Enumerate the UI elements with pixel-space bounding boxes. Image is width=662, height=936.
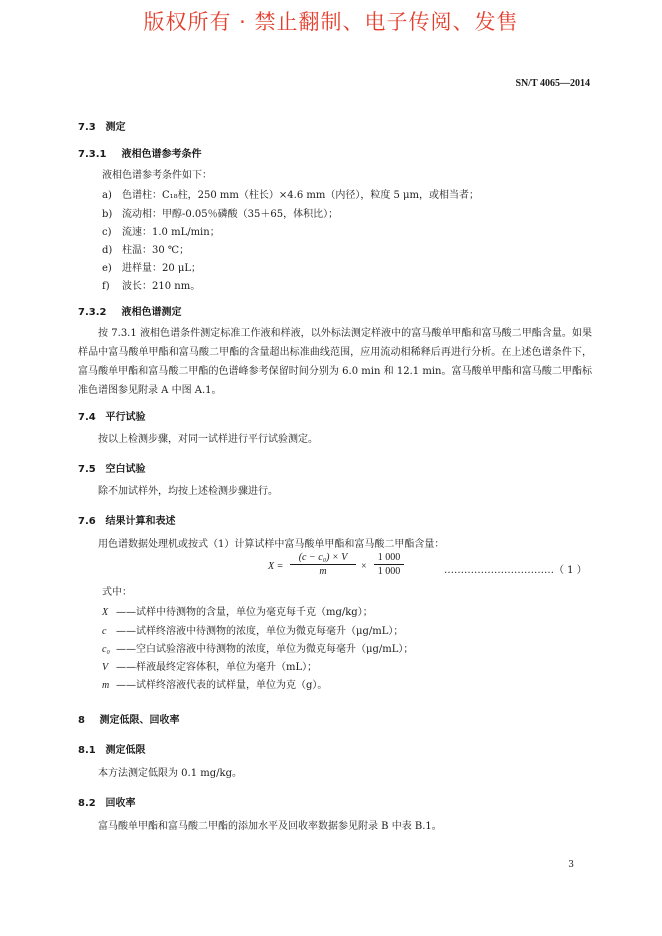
variable-symbol: c xyxy=(102,626,107,637)
list-item xyxy=(102,205,338,220)
heading-7-3-2 xyxy=(78,303,181,318)
formula-fraction-main xyxy=(290,552,356,577)
paragraph-8-1: 本方法测定低限为 0.1 mg/kg。 xyxy=(98,768,242,779)
heading-7-4 xyxy=(78,408,145,423)
variable-text: ——试样中待测物的含量，单位为毫克每千克（mg/kg）； xyxy=(116,607,373,618)
heading-7-5 xyxy=(78,460,145,475)
fraction-numerator: 1 000 xyxy=(377,552,401,563)
list-item xyxy=(102,186,479,201)
variable-text: ——试样终溶液中待测物的浓度，单位为微克每毫升（μg/mL）； xyxy=(116,626,404,637)
list-label: c) xyxy=(102,227,112,238)
heading-8 xyxy=(78,711,179,726)
section-title: 测定 xyxy=(105,122,126,133)
variable-text: ——试样终溶液代表的试样量，单位为克（g）。 xyxy=(116,680,328,691)
fraction-bar xyxy=(374,564,404,565)
section-number: 7.6 xyxy=(78,516,96,527)
section-title: 液相色谱参考条件 xyxy=(121,149,202,160)
variable-symbol: V xyxy=(102,662,109,673)
where-label: 式中： xyxy=(102,587,132,598)
heading-8-1 xyxy=(78,741,145,756)
variable-text: ——空白试验溶液中待测物的浓度，单位为微克每毫升（μg/mL）； xyxy=(116,644,414,655)
fraction-numerator: (c − c₀) × V xyxy=(298,552,348,563)
standard-number: SN/T 4065—2014 xyxy=(515,78,590,89)
fraction-bar xyxy=(290,564,356,565)
variable-definition xyxy=(102,622,403,637)
section-number: 8.1 xyxy=(78,745,96,756)
section-title: 测定低限、回收率 xyxy=(99,715,180,726)
variable-symbol: X xyxy=(102,607,109,618)
list-text: 流速：1.0 mL/min； xyxy=(122,227,220,238)
section-number: 7.3.1 xyxy=(78,149,107,160)
list-item xyxy=(102,277,200,292)
formula-lhs: X = xyxy=(268,561,284,572)
formula-times: × xyxy=(361,561,367,572)
section-number: 7.3 xyxy=(78,122,96,133)
heading-7-3-1 xyxy=(78,145,201,160)
copyright-watermark: 版权所有 · 禁止翻制、电子传阅、发售 xyxy=(143,10,519,34)
variable-symbol: c₀ xyxy=(102,644,110,655)
list-label: a) xyxy=(102,190,112,201)
section-number: 7.5 xyxy=(78,464,96,475)
variable-text: ——样液最终定容体积，单位为毫升（mL）； xyxy=(116,662,318,673)
variable-definition xyxy=(102,658,317,673)
list-item xyxy=(102,259,201,274)
list-label: f) xyxy=(102,281,110,292)
list-text: 波长：210 nm。 xyxy=(122,281,201,292)
paragraph-7-5: 除不加试样外，均按上述检测步骤进行。 xyxy=(98,486,278,497)
section-title: 结果计算和表述 xyxy=(105,516,176,527)
page-number: 3 xyxy=(568,860,574,870)
section-title: 空白试验 xyxy=(105,464,146,475)
paragraph-7-6: 用色谱数据处理机或按式（1）计算试样中富马酸单甲酯和富马酸二甲酯含量： xyxy=(98,539,445,550)
conditions-intro: 液相色谱参考条件如下： xyxy=(102,170,212,181)
heading-7-3 xyxy=(78,118,125,133)
formula-fraction-factor xyxy=(374,552,404,577)
paragraph-8-2: 富马酸单甲酯和富马酸二甲酯的添加水平及回收率数据参见附录 B 中表 B.1。 xyxy=(98,821,442,832)
fraction-denominator: 1 000 xyxy=(377,566,401,577)
list-item xyxy=(102,223,220,238)
paragraph-7-4: 按以上检测步骤，对同一试样进行平行试验测定。 xyxy=(98,434,318,445)
variable-definition xyxy=(102,676,327,691)
list-text: 流动相：甲醇-0.05％磷酸（35＋65，体积比）； xyxy=(122,209,339,220)
heading-8-2 xyxy=(78,794,135,809)
paragraph-7-3-2: 按 7.3.1 液相色谱条件测定标准工作液和样液，以外标法测定样液中的富马酸单甲酯和富马酸二甲酯含量。如果样品中富马酸单甲酯和富马酸二甲酯的含量超出标准曲线范围，应用流动相稀释后再进行分析。在上述色谱条件下，富马酸单甲酯和富马酸二甲酯的色谱峰参考保留时间分别为 6.0 min 和 12.1 min。富马酸单甲酯和富马酸二甲酯标准色谱图参见附录 A 中图 A.1。 xyxy=(78,328,592,396)
list-label: d) xyxy=(102,245,113,256)
list-text: 柱温：30 ℃； xyxy=(122,245,190,256)
list-label: b) xyxy=(102,209,113,220)
list-item xyxy=(102,241,189,256)
section-number: 8 xyxy=(78,715,85,726)
section-number: 7.3.2 xyxy=(78,307,107,318)
section-title: 回收率 xyxy=(105,798,136,809)
section-title: 平行试验 xyxy=(105,412,146,423)
section-title: 液相色谱测定 xyxy=(121,307,182,318)
section-title: 测定低限 xyxy=(105,745,146,756)
variable-definition xyxy=(102,603,373,618)
formula-1 xyxy=(268,552,418,582)
section-number: 8.2 xyxy=(78,798,96,809)
variable-symbol: m xyxy=(102,680,110,691)
list-text: 色谱柱：C₁₈柱，250 mm（柱长）×4.6 mm（内径），粒度 5 μm，或相当者； xyxy=(122,190,480,201)
section-number: 7.4 xyxy=(78,412,96,423)
variable-definition xyxy=(102,640,413,655)
equation-number: ……………………………（ 1 ） xyxy=(444,565,587,576)
heading-7-6 xyxy=(78,512,175,527)
list-text: 进样量：20 μL； xyxy=(122,263,202,274)
fraction-denominator: m xyxy=(319,566,327,577)
list-label: e) xyxy=(102,263,112,274)
